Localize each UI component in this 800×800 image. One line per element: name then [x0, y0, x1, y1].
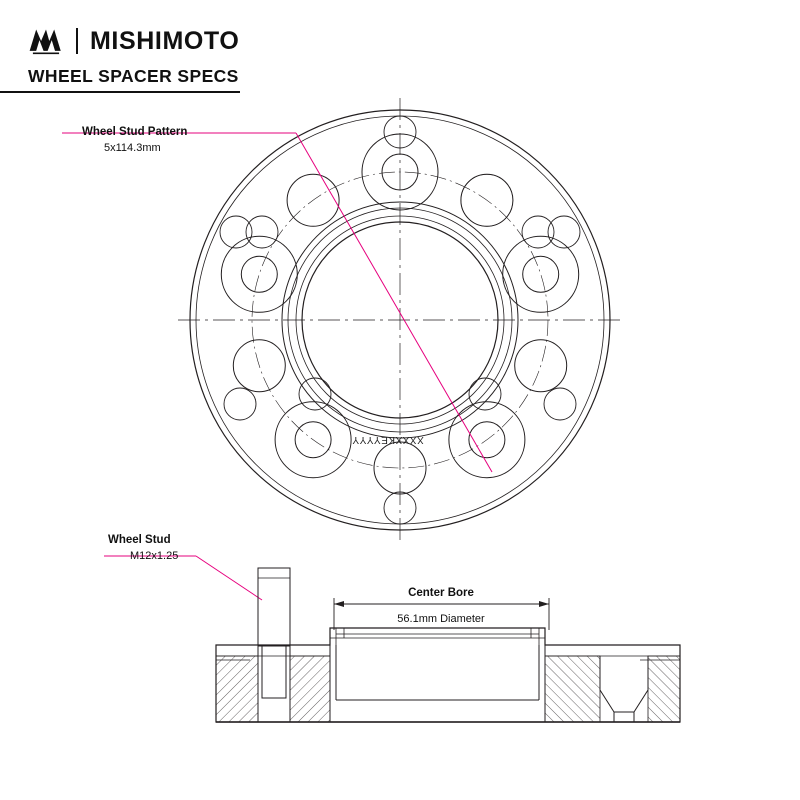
- callout-title: Wheel Stud Pattern: [82, 126, 188, 138]
- wheel-stud-pattern-leader: [62, 133, 492, 472]
- callout-wheel-stud-pattern: [82, 125, 187, 156]
- center-bore-section: [330, 645, 545, 722]
- relief-hole: [548, 216, 580, 248]
- stud-bore-section: [258, 645, 290, 722]
- section-hatch-left: [216, 656, 330, 722]
- header-rule: [0, 91, 240, 93]
- page-title: WHEEL SPACER SPECS: [28, 66, 239, 86]
- callout-center-bore: [341, 586, 541, 627]
- brand-header: [28, 26, 239, 56]
- callout-value: 5x114.3mm: [104, 141, 161, 154]
- mishimoto-m-logo-icon: [28, 26, 64, 56]
- brand-name: MISHIMOTO: [90, 26, 240, 55]
- callout-value: M12x1.25: [130, 549, 179, 562]
- spacer-top-view: [178, 98, 622, 542]
- relief-hole: [469, 378, 501, 410]
- relief-hole: [220, 216, 252, 248]
- wheel-stud-profile: [258, 568, 290, 698]
- callout-value: 56.1mm Diameter: [397, 612, 485, 625]
- callout-wheel-stud: [108, 533, 178, 564]
- callout-title: Wheel Stud: [108, 534, 171, 546]
- relief-hole: [544, 388, 576, 420]
- top-view-centerlines: [178, 98, 622, 542]
- callout-title: Center Bore: [408, 587, 474, 599]
- lug-seat-taper: [600, 656, 648, 722]
- relief-hole: [299, 378, 331, 410]
- section-hatch-right: [545, 656, 680, 722]
- watermark-text: XXXXKEYYYY: [352, 434, 424, 445]
- relief-hole: [522, 216, 554, 248]
- brand-divider: [76, 28, 78, 54]
- relief-hole: [224, 388, 256, 420]
- relief-hole: [246, 216, 278, 248]
